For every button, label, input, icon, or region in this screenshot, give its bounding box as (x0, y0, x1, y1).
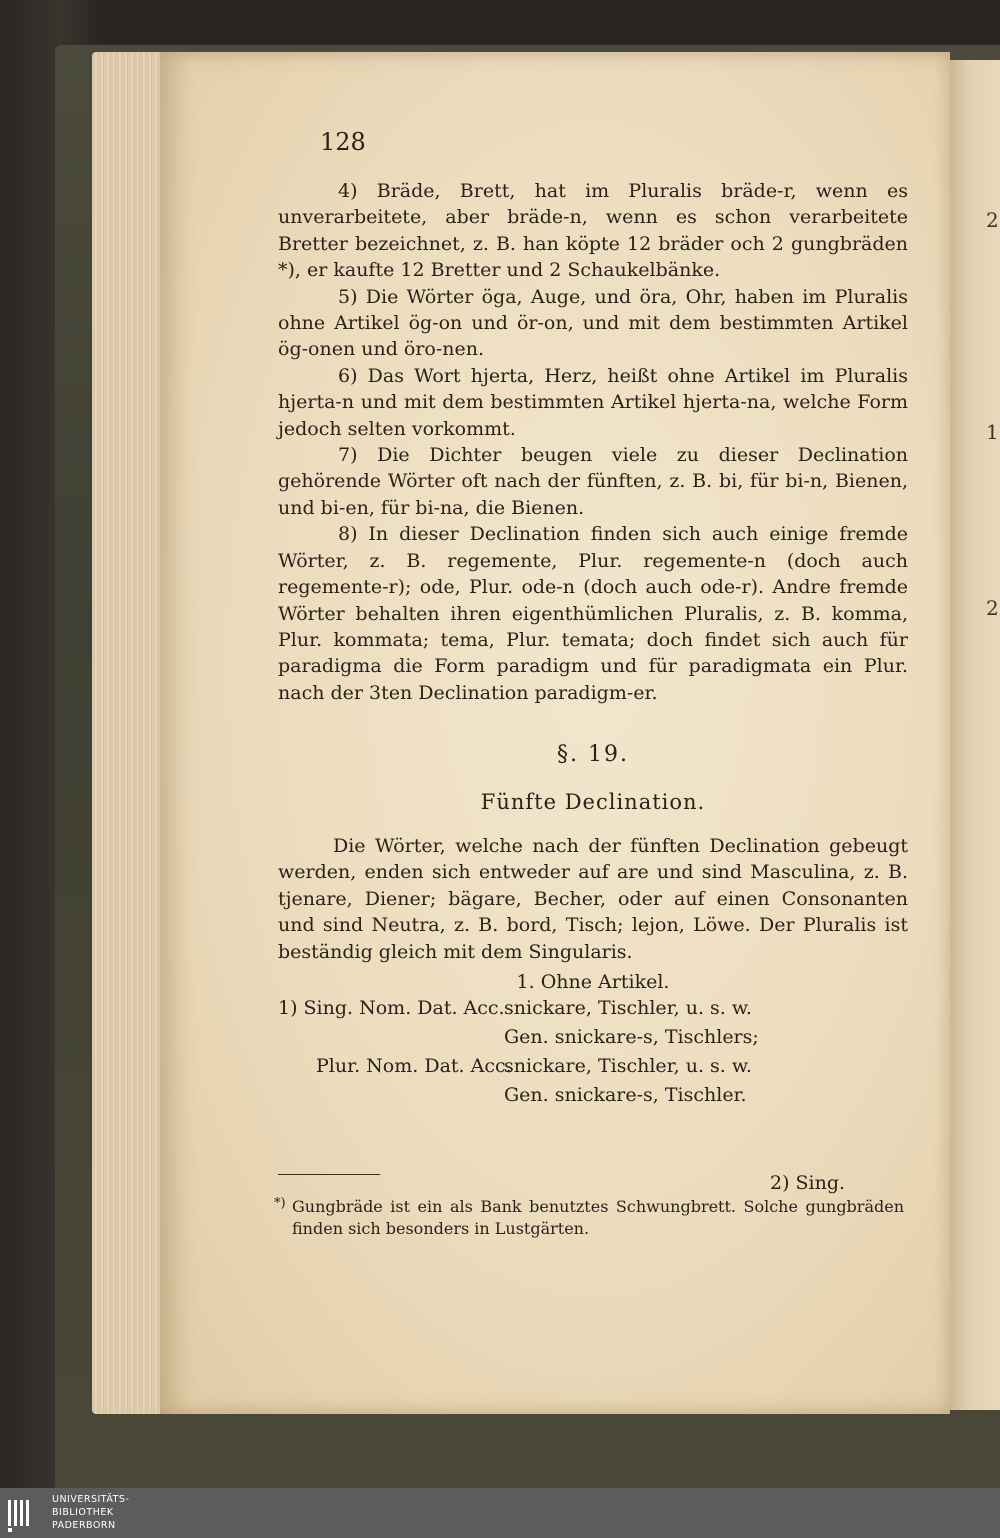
section-number: §. 19. (557, 742, 629, 768)
declension-case-label: 1) Sing. Nom. Dat. Acc. (278, 997, 505, 1020)
declension-case-label: Plur. Nom. Dat. Acc. (316, 1055, 512, 1078)
declension-form: snickare, Tischler, u. s. w. (504, 1055, 752, 1078)
declension-form: snickare, Tischler, u. s. w. (504, 997, 752, 1020)
footnote-text: Gungbräde ist ein als Bank benutztes Schwungbrett. Solche gungbräden finden sich besonders in Lustgärten. (292, 1197, 904, 1238)
margin-fragment: 1 (986, 420, 999, 444)
section-title: Fünfte Declination. (480, 789, 706, 814)
paragraph: 8) In dieser Declination finden sich auch einige fremde Wörter, z. B. regemente, Plur. regemente-n (doch auch regemente-r); ode, Plur. ode-n (doch auch ode-r). Andre fremde Wörter behalten ihren eigenthümlichen Pluralis, z. B. komma, Plur. kommata; tema, Plur. temata; doch findet sich auch für paradigma die Form paradigm und für paradigmata ein Plur. nach der 3ten Declination paradigm-er. (278, 523, 908, 704)
margin-fragment: 2 (986, 596, 999, 620)
paragraph: 4) Bräde, Brett, hat im Pluralis bräde-r, wenn es unverarbeitete, aber bräde-n, wenn es schon verarbeitete Bretter bezeichnet, z. B. han köpte 12 bräder och 2 gungbräden *), er kaufte 12 Bretter und 2 Schaukelbänke. (278, 180, 908, 282)
paragraph: 6) Das Wort hjerta, Herz, heißt ohne Artikel im Pluralis hjerta-n und mit dem bestimmten Artikel hjerta-na, welche Form jedoch selten vorkommt. (278, 364, 908, 440)
declension-row (278, 995, 908, 1024)
library-name-line: PADERBORN (52, 1520, 116, 1531)
declension-row (278, 1082, 908, 1111)
sub-heading: 1. Ohne Artikel. (516, 970, 670, 993)
library-name-line: BIBLIOTHEK (52, 1507, 114, 1518)
library-name-line: UNIVERSITÄTS- (52, 1494, 130, 1505)
declension-form: Gen. snickare-s, Tischlers; (504, 1026, 759, 1049)
paragraph: 5) Die Wörter öga, Auge, und öra, Ohr, haben im Pluralis ohne Artikel ög-on und ör-on, und mit dem bestimmten Artikel ög-onen und öro-nen. (278, 285, 908, 361)
catchword: 2) Sing. (770, 1172, 846, 1194)
page-body (278, 118, 908, 1111)
footnote-mark: *) (274, 1196, 286, 1211)
library-name (52, 1493, 129, 1532)
library-logo-icon (6, 1494, 46, 1534)
declension-row (278, 1053, 908, 1082)
footnote-rule (278, 1174, 380, 1175)
section-intro: Die Wörter, welche nach der fünften Declination gebeugt werden, enden sich entweder auf are und sind Masculina, z. B. tjenare, Diener; bägare, Becher, oder auf einen Consonanten und sind Neutra, z. B. bord, Tisch; lejon, Löwe. Der Pluralis ist beständig gleich mit dem Singularis. (278, 834, 908, 963)
margin-fragment: 2 (986, 208, 999, 232)
declension-form: Gen. snickare-s, Tischler. (504, 1084, 747, 1107)
footnote (274, 1196, 904, 1240)
library-banner (0, 1488, 1000, 1538)
facing-page-edge (950, 60, 1000, 1410)
page-number: 128 (320, 128, 366, 156)
paragraph: 7) Die Dichter beugen viele zu dieser Declination gehörende Wörter oft nach der fünften, z. B. bi, für bi-n, Bienen, und bi-en, für bi-na, die Bienen. (278, 444, 908, 519)
declension-row (278, 1024, 908, 1053)
